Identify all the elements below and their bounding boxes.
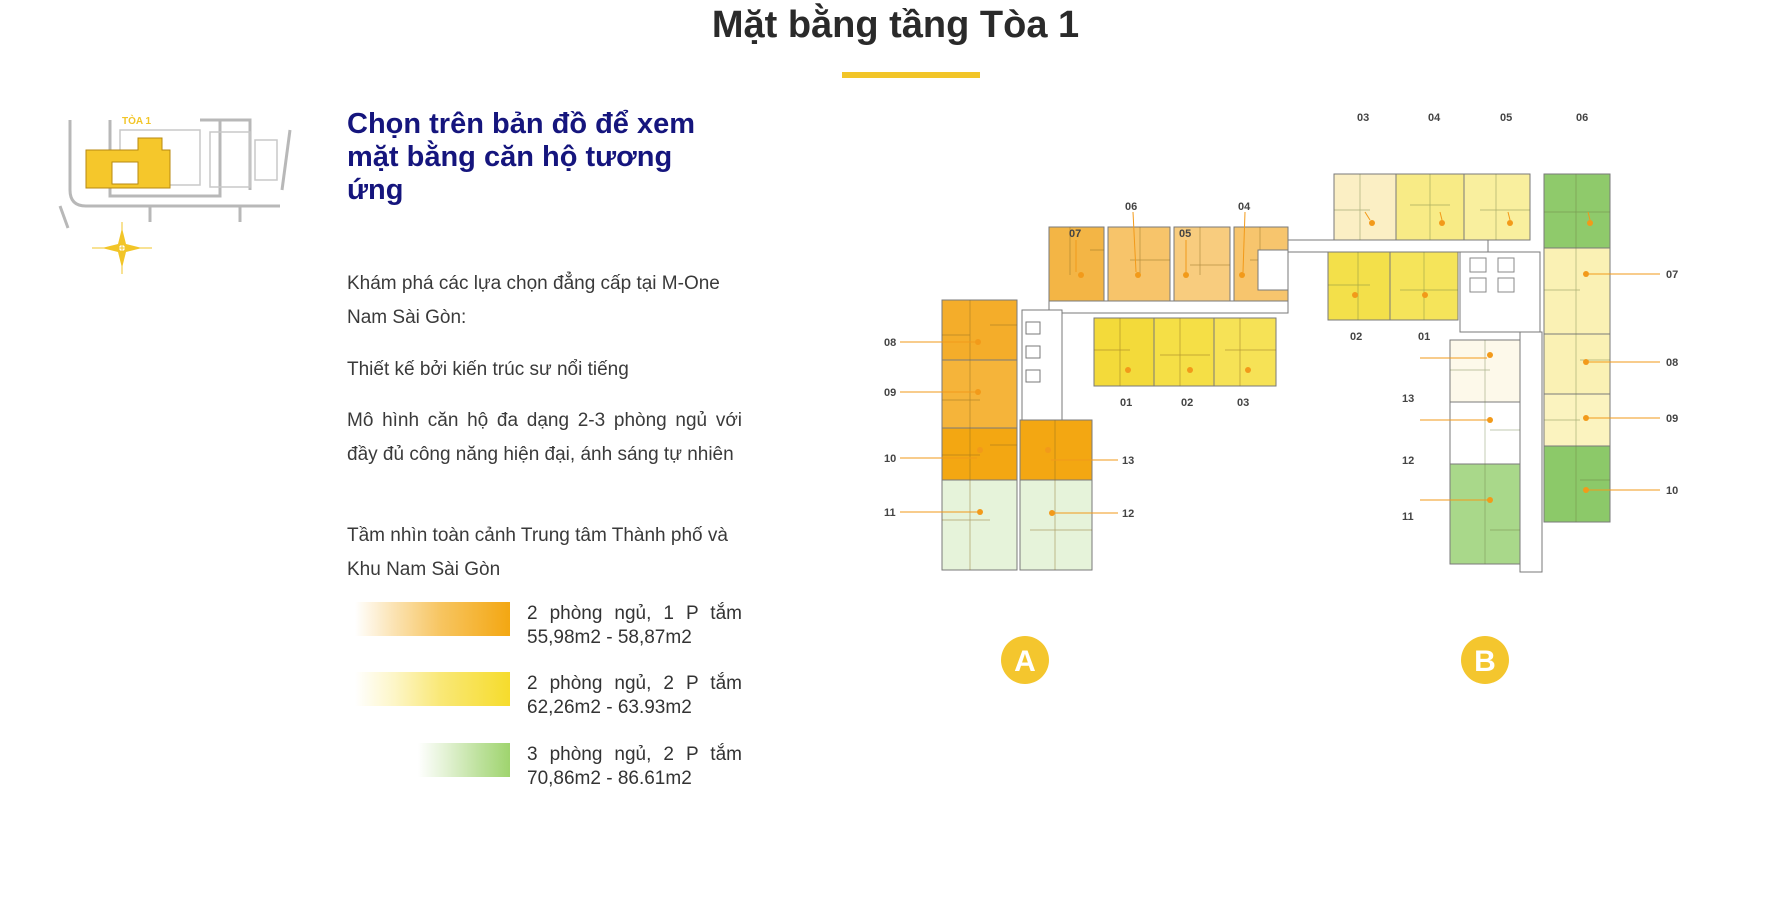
unit-label: 01 [1120, 397, 1133, 409]
tower-label: TÒA 1 [122, 116, 152, 127]
unit-b-05[interactable] [1464, 174, 1530, 240]
site-mini-map[interactable] [50, 110, 310, 290]
legend-area: 62,26m2 - 63.93m2 [527, 697, 692, 718]
legend-area: 70,86m2 - 86.61m2 [527, 768, 692, 789]
legend-rooms: 3 phòng ngủ, 2 P tắm [527, 744, 742, 765]
unit-a-01[interactable] [1094, 318, 1154, 386]
legend-rooms: 2 phòng ngủ, 2 P tắm [527, 673, 742, 694]
legend-item [527, 672, 742, 720]
unit-label: 07 [1666, 269, 1679, 281]
block-a-badge[interactable] [1001, 636, 1049, 684]
unit-a-10[interactable] [942, 428, 1017, 480]
unit-b-10[interactable] [1544, 446, 1610, 522]
unit-label: 08 [1666, 357, 1679, 369]
intro-paragraph: Mô hình căn hộ đa dạng 2-3 phòng ngủ với đầy đủ công năng hiện đại, ánh sáng tự nhiên [347, 410, 742, 465]
unit-label: 05 [1500, 112, 1513, 124]
svg-text:A: A [1014, 645, 1036, 678]
unit-label: 07 [1069, 228, 1082, 240]
legend-swatch-green [418, 743, 510, 777]
unit-label: 09 [1666, 413, 1679, 425]
unit-label: 02 [1350, 331, 1363, 343]
unit-label: 06 [1576, 112, 1589, 124]
unit-label: 12 [1122, 508, 1135, 520]
unit-a-11[interactable] [942, 480, 1017, 570]
unit-b-07[interactable] [1544, 248, 1610, 334]
unit-label: 05 [1179, 228, 1192, 240]
unit-b-06[interactable] [1544, 174, 1610, 248]
intro-paragraph: Khám phá các lựa chọn đẳng cấp tại M-One Nam Sài Gòn: [347, 273, 720, 328]
unit-b-08[interactable] [1544, 334, 1610, 394]
unit-a-08[interactable] [942, 300, 1017, 360]
intro-paragraph: Thiết kế bởi kiến trúc sư nổi tiếng [347, 359, 629, 380]
compass-rose-icon [92, 222, 152, 274]
unit-label: 03 [1357, 112, 1370, 124]
unit-a-13[interactable] [1020, 420, 1092, 480]
intro-paragraph: Tầm nhìn toàn cảnh Trung tâm Thành phố và Khu Nam Sài Gòn [347, 525, 728, 580]
unit-label: 10 [884, 453, 897, 465]
legend-swatch-yellow [355, 672, 510, 706]
unit-label: 04 [1238, 201, 1251, 213]
legend-area: 55,98m2 - 58,87m2 [527, 627, 692, 648]
title-underline [842, 72, 980, 78]
unit-a-12[interactable] [1020, 480, 1092, 570]
legend-swatch-orange [355, 602, 510, 636]
block-b-badge[interactable] [1461, 636, 1509, 684]
unit-b-02[interactable] [1328, 252, 1390, 320]
unit-label: 11 [884, 507, 896, 519]
floor-plan[interactable] [840, 100, 1710, 700]
unit-b-03[interactable] [1334, 174, 1396, 240]
unit-a-02[interactable] [1154, 318, 1214, 386]
block-b [1328, 174, 1610, 572]
legend-rooms: 2 phòng ngủ, 1 P tắm [527, 603, 742, 624]
unit-label: 02 [1181, 397, 1194, 409]
legend-item [527, 743, 742, 791]
unit-label: 06 [1125, 201, 1138, 213]
unit-label: 03 [1237, 397, 1250, 409]
unit-label: 11 [1402, 511, 1414, 523]
unit-a-06[interactable] [1108, 227, 1170, 301]
unit-label: 13 [1402, 393, 1415, 405]
unit-label: 09 [884, 387, 897, 399]
legend-item [527, 602, 742, 650]
unit-label: 08 [884, 337, 897, 349]
unit-label: 10 [1666, 485, 1679, 497]
intro-heading: Chọn trên bản đồ để xem mặt bằng căn hộ tương ứng [347, 108, 696, 206]
page-title: Mặt bằng tầng Tòa 1 [711, 4, 1080, 46]
svg-text:B: B [1474, 645, 1496, 678]
unit-label: 12 [1402, 455, 1415, 467]
unit-label: 13 [1122, 455, 1135, 467]
unit-label: 04 [1428, 112, 1441, 124]
unit-a-03[interactable] [1214, 318, 1276, 386]
unit-label: 01 [1418, 331, 1431, 343]
